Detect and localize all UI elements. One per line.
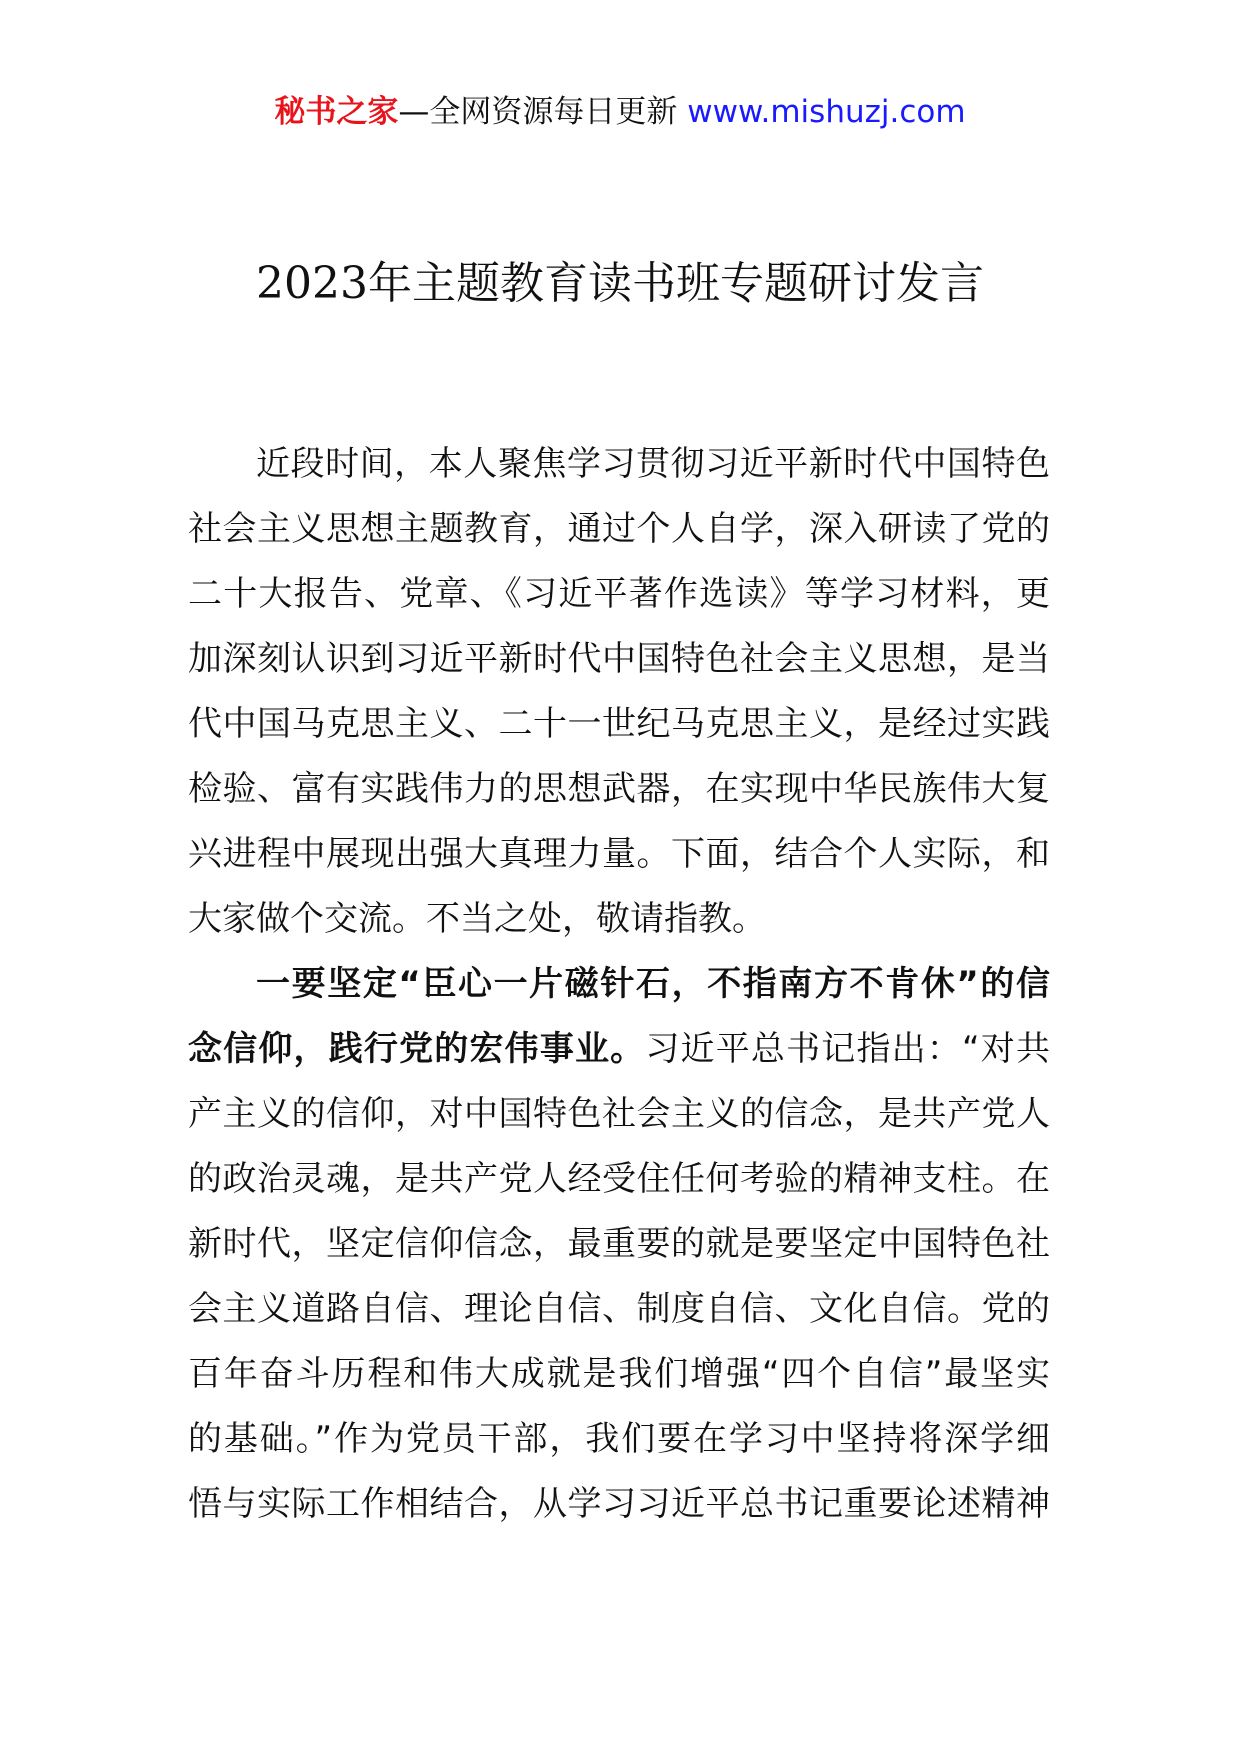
section-heading-end: 念信仰，践行党的宏伟事业。 [188,1029,646,1069]
site-url-link[interactable]: www.mishuzj.com [687,94,966,130]
text-line: 加深刻认识到习近平新时代中国特色社会主义思想，是当 [188,639,1050,679]
site-brand: 秘书之家 [274,94,399,130]
text-line: 悟与实际工作相结合，从学习习近平总书记重要论述精神 [188,1484,1050,1524]
text-line: 大家做个交流。不当之处，敬请指教。 [188,899,766,939]
paragraph-point-one [188,952,1050,1537]
text-line: 社会主义思想主题教育，通过个人自学，深入研读了党的 [188,509,1050,549]
text-line: 产主义的信仰，对中国特色社会主义的信念，是共产党人 [188,1094,1050,1134]
text-line: 会主义道路自信、理论自信、制度自信、文化自信。党的 [188,1289,1050,1329]
text-line: 的基础。”作为党员干部，我们要在学习中坚持将深学细 [188,1419,1050,1459]
text-line: 新时代，坚定信仰信念，最重要的就是要坚定中国特色社 [188,1224,1050,1264]
text-line: 兴进程中展现出强大真理力量。下面，结合个人实际，和 [188,834,1050,874]
text-line: 代中国马克思主义、二十一世纪马克思主义，是经过实践 [188,704,1050,744]
title-text: 年主题教育读书班专题研讨发言 [367,258,984,309]
quote-start: 习近平总书记指出：“对共 [645,1029,1050,1069]
text-line: 检验、富有实践伟力的思想武器，在实现中华民族伟大复 [188,769,1050,809]
text-line: 的政治灵魂，是共产党人经受住任何考验的精神支柱。在 [188,1159,1050,1199]
text-line [188,1017,1050,1082]
site-slogan: —全网资源每日更新 [398,94,678,130]
title-year: 2023 [256,258,368,309]
section-heading-line: 一要坚定“臣心一片磁针石，不指南方不肯休”的信 [256,964,1050,1004]
document-body [188,432,1050,1537]
site-header [0,90,1240,134]
paragraph-intro [188,432,1050,952]
text-line: 二十大报告、党章、《习近平著作选读》等学习材料，更 [188,574,1050,614]
text-line: 近段时间，本人聚焦学习贯彻习近平新时代中国特色 [256,444,1050,484]
text-line: 百年奋斗历程和伟大成就是我们增强“四个自信”最坚实 [188,1354,1050,1394]
document-title [0,252,1240,316]
